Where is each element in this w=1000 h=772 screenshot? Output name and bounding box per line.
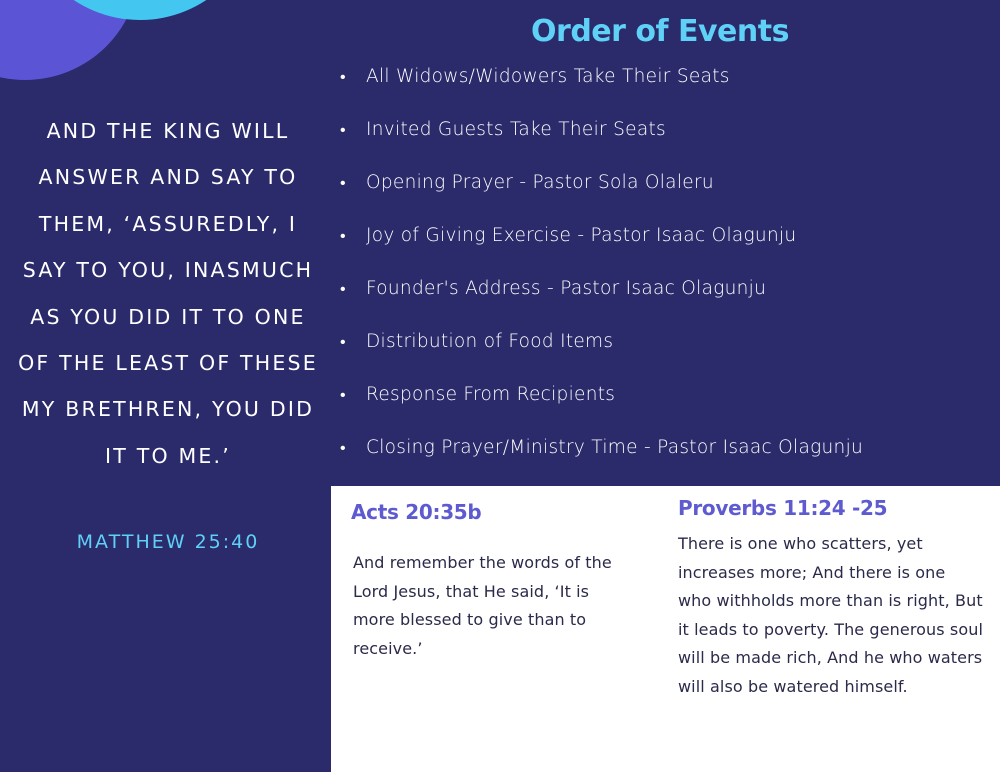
scripture-quote: AND THE KING WILL ANSWER AND SAY TO THEM, ‘ASSUREDLY, I SAY TO YOU, INASMUCH AS YOU DID IT TO ONE OF THE LEAST OF THESE MY BRETHREN, YOU DID IT TO ME.’	[18, 119, 318, 468]
quote-reference: MATTHEW 25:40	[76, 531, 260, 553]
list-item	[340, 55, 863, 108]
bullet-icon: •	[340, 67, 346, 86]
bullet-icon: •	[340, 385, 346, 404]
bullet-icon: •	[340, 120, 346, 139]
event-label: Closing Prayer/Ministry Time - Pastor Isaac Olagunju	[366, 437, 864, 458]
event-label: Founder's Address - Pastor Isaac Olagunju	[366, 278, 767, 299]
bullet-icon: •	[340, 438, 346, 457]
event-label: All Widows/Widowers Take Their Seats	[366, 66, 730, 87]
acts-verse-text: And remember the words of the Lord Jesus, that He said, ‘It is more blessed to give than to receive.’	[353, 553, 612, 658]
list-item	[340, 320, 863, 373]
list-item	[340, 267, 863, 320]
list-item	[340, 161, 863, 214]
proverbs-verse-title: Proverbs 11:24 -25	[678, 496, 888, 520]
bullet-icon: •	[340, 332, 346, 351]
event-label: Invited Guests Take Their Seats	[366, 119, 666, 140]
bullet-icon: •	[340, 173, 346, 192]
event-label: Response From Recipients	[366, 384, 616, 405]
event-label: Opening Prayer - Pastor Sola Olaleru	[366, 172, 714, 193]
proverbs-verse-text: There is one who scatters, yet increases more; And there is one who withholds more than is right, But it leads to poverty. The generous soul will be made rich, And he who waters will also be watered himself.	[678, 534, 984, 696]
order-of-events-title: Order of Events	[531, 14, 789, 49]
event-label: Joy of Giving Exercise - Pastor Isaac Olagunju	[366, 225, 797, 246]
bullet-icon: •	[340, 226, 346, 245]
verses-panel	[331, 486, 1000, 772]
acts-verse-title: Acts 20:35b	[351, 500, 482, 524]
bullet-icon: •	[340, 279, 346, 298]
list-item	[340, 214, 863, 267]
list-item	[340, 426, 863, 479]
event-label: Distribution of Food Items	[366, 331, 614, 352]
list-item	[340, 108, 863, 161]
order-of-events-list	[340, 55, 863, 479]
list-item	[340, 373, 863, 426]
